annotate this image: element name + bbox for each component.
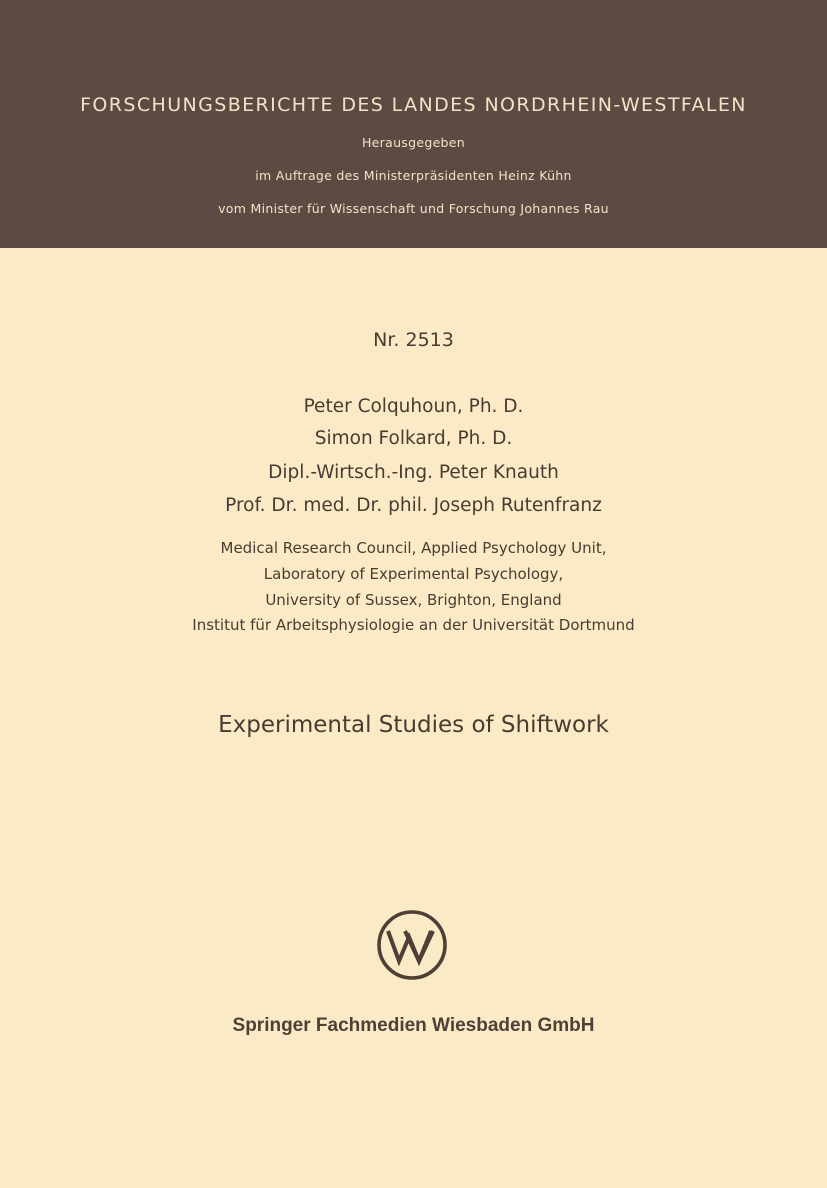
book-title: Experimental Studies of Shiftwork <box>218 712 609 738</box>
affiliation-3: University of Sussex, Brighton, England <box>265 591 562 609</box>
report-number: Nr. 2513 <box>373 329 454 351</box>
series-title: FORSCHUNGSBERICHTE DES LANDES NORDRHEIN-WESTFALEN <box>80 94 747 116</box>
author-1: Peter Colquhoun, Ph. D. <box>303 396 524 417</box>
author-2: Simon Folkard, Ph. D. <box>314 428 513 449</box>
wv-publisher-logo-icon <box>376 909 448 981</box>
series-header-band <box>0 0 827 248</box>
author-4: Prof. Dr. med. Dr. phil. Joseph Rutenfranz <box>225 495 602 516</box>
author-3: Dipl.-Wirtsch.-Ing. Peter Knauth <box>268 462 559 483</box>
affiliation-4: Institut für Arbeitsphysiologie an der Universität Dortmund <box>192 616 635 634</box>
publisher-name: Springer Fachmedien Wiesbaden GmbH <box>232 1015 595 1036</box>
affiliation-2: Laboratory of Experimental Psychology, <box>263 565 564 583</box>
editor-line-1: Herausgegeben <box>361 135 466 150</box>
editor-line-3: vom Minister für Wissenschaft und Forschung Johannes Rau <box>218 201 609 216</box>
editor-line-2: im Auftrage des Ministerpräsidenten Heinz Kühn <box>255 168 572 183</box>
affiliation-1: Medical Research Council, Applied Psychology Unit, <box>220 539 607 557</box>
